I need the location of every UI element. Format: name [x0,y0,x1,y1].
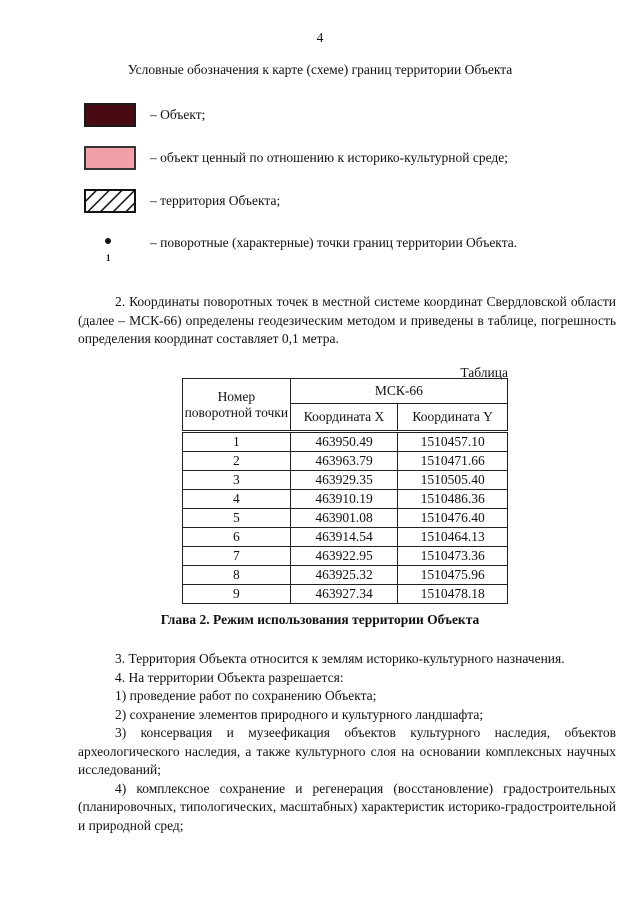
coordinate-y: 1510486.36 [398,490,508,509]
table-row [183,432,508,452]
page-number: 4 [316,30,324,45]
table-row [183,528,508,547]
turning-point-dot-icon [105,238,111,244]
point-number: 3 [183,471,291,490]
legend-label: – территория Объекта; [150,193,281,208]
table-caption: Таблица [460,365,508,380]
list-item: 3) консервация и музеефикация объектов культурного наследия, объектов археологического наследия, а также культурного слоя на основании комплексных научных исследований; [78,725,616,777]
table-row [183,452,508,471]
legend-title: Условные обозначения к карте (схеме) границ территории Объекта [127,62,513,77]
coordinate-y: 1510464.13 [398,528,508,547]
coordinate-x: 463950.49 [290,432,398,452]
header-coordinate-system: МСК-66 [290,379,507,404]
point-number: 1 [183,432,291,452]
point-number: 5 [183,509,291,528]
list-item: 4) комплексное сохранение и регенерация (восстановление) градостроительных (планировочных, типологических, масштабных) характеристик историко-градостроительной и природной сред; [78,780,616,833]
table-row [183,471,508,490]
header-coordinate-y: Координата Y [398,404,508,432]
list-item: 1) проведение работ по сохранению Объекта; [115,688,377,703]
legend-label: – поворотные (характерные) точки границ территории Объекта. [150,235,518,250]
valuable-object-swatch [84,146,136,170]
header-coordinate-x: Координата X [290,404,398,432]
object-swatch [84,103,136,127]
chapter-title: Глава 2. Режим использования территории Объекта [160,612,480,627]
coordinate-x: 463910.19 [290,490,398,509]
coordinate-x: 463901.08 [290,509,398,528]
coordinate-x: 463922.95 [290,547,398,566]
table-row [183,585,508,604]
coordinate-y: 1510471.66 [398,452,508,471]
coordinate-x: 463927.34 [290,585,398,604]
hatched-territory-swatch [84,189,136,213]
legend-label: – объект ценный по отношению к историко-культурной среде; [150,150,509,165]
coordinate-y: 1510478.18 [398,585,508,604]
point-number: 4 [183,490,291,509]
table-row [183,490,508,509]
paragraph-3: 3. Территория Объекта относится к землям историко-культурного назначения. [115,651,565,666]
paragraph-2 [78,293,616,349]
coordinate-x: 463963.79 [290,452,398,471]
coordinate-y: 1510473.36 [398,547,508,566]
coordinate-x: 463925.32 [290,566,398,585]
legend-label: – Объект; [150,107,206,122]
header-point-number: Номер поворотной точки [183,379,291,432]
table-row [183,547,508,566]
point-number: 2 [183,452,291,471]
paragraph-4: 4. На территории Объекта разрешается: [115,669,344,685]
table-row [183,566,508,585]
coordinates-table [182,378,508,604]
coordinate-x: 463929.35 [290,471,398,490]
paragraph-2-text: 2. Координаты поворотных точек в местной системе координат Свердловской области (далее – МСК-66) определены геодезическим методом и приведены в таблице, погрешность определения координат составляет 0,1 метра. [78,294,616,346]
coordinate-y: 1510457.10 [398,432,508,452]
table-row [183,509,508,528]
coordinate-y: 1510475.96 [398,566,508,585]
point-number: 6 [183,528,291,547]
list-item: 2) сохранение элементов природного и культурного ландшафта; [115,706,484,722]
point-number: 9 [183,585,291,604]
coordinate-x: 463914.54 [290,528,398,547]
turning-point-number: 1 [106,253,111,263]
coordinate-y: 1510476.40 [398,509,508,528]
coordinate-y: 1510505.40 [398,471,508,490]
chapter-body [78,650,616,835]
point-number: 7 [183,547,291,566]
point-number: 8 [183,566,291,585]
